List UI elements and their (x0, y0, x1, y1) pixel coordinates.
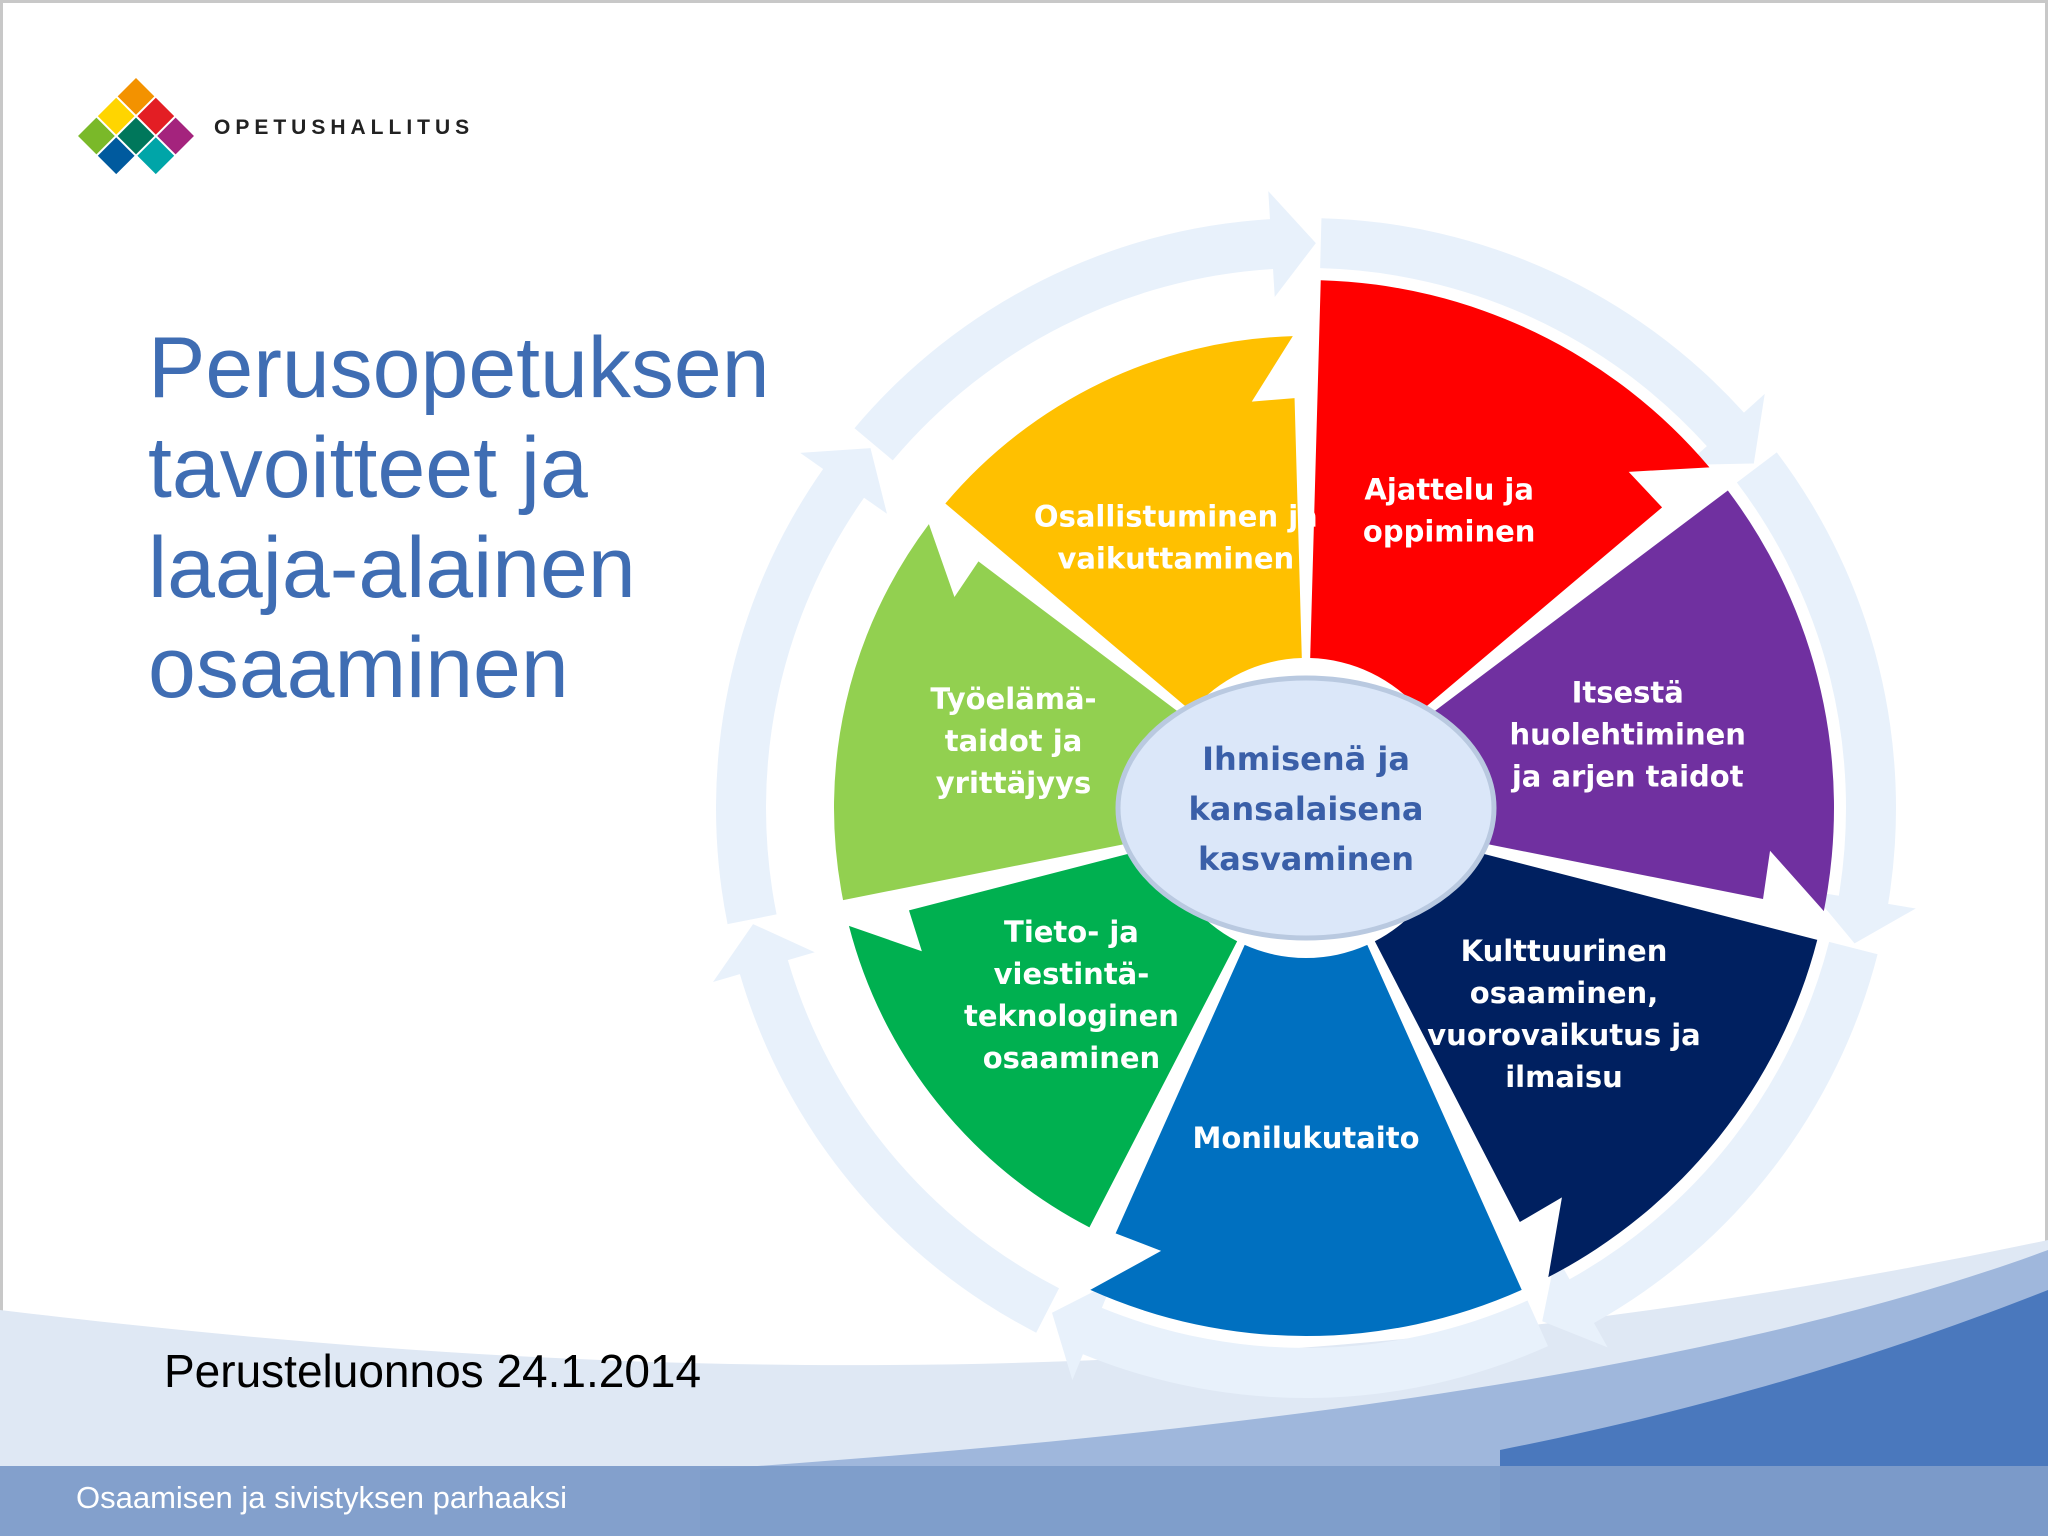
brand-name: OPETUSHALLITUS (214, 116, 475, 139)
segment-label-line: osaaminen (982, 1041, 1161, 1076)
center-label-line: Ihmisenä ja (1202, 740, 1410, 778)
segment-label-line: Itsestä (1571, 675, 1684, 710)
segment-label-line: Osallistuminen ja (1033, 499, 1318, 534)
segment-label-line: vaikuttaminen (1057, 541, 1295, 576)
draft-date: Perusteluonnos 24.1.2014 (164, 1345, 702, 1397)
segment-label-line: teknologinen (963, 999, 1179, 1034)
title-line: laaja-alainen (148, 520, 636, 616)
segment-label-line: vuorovaikutus ja (1427, 1017, 1701, 1052)
center-label-line: kasvaminen (1198, 840, 1414, 878)
center-label (1189, 740, 1424, 878)
segment-label-line: Ajattelu ja (1364, 472, 1534, 507)
title-line: Perusopetuksen (148, 320, 770, 416)
segment-label-line: osaaminen, (1469, 975, 1659, 1010)
footer-slogan: Osaamisen ja sivistyksen parhaaksi (76, 1480, 568, 1515)
segment-label-line: Tieto- ja (1004, 915, 1139, 950)
segment-label-line: yrittäjyys (935, 766, 1092, 801)
segment-label (1192, 1121, 1419, 1155)
segment-label-line: ilmaisu (1505, 1059, 1623, 1094)
segment-label (930, 682, 1096, 800)
segment-label-line: Kulttuurinen (1460, 933, 1668, 968)
segment-label-line: Monilukutaito (1192, 1121, 1420, 1155)
segment-label-line: ja arjen taidot (1511, 759, 1744, 794)
segment-label-line: huolehtiminen (1509, 717, 1746, 752)
segment-label-line: viestintä- (993, 957, 1150, 992)
segment-label-line: Työelämä- (930, 682, 1097, 717)
segment-label-line: oppiminen (1362, 514, 1536, 549)
segment-label-line: taidot ja (944, 724, 1083, 759)
title-line: osaaminen (148, 620, 569, 716)
title-line: tavoitteet ja (148, 420, 588, 516)
wheel-center (1118, 678, 1494, 938)
center-label-line: kansalaisena (1188, 790, 1424, 828)
